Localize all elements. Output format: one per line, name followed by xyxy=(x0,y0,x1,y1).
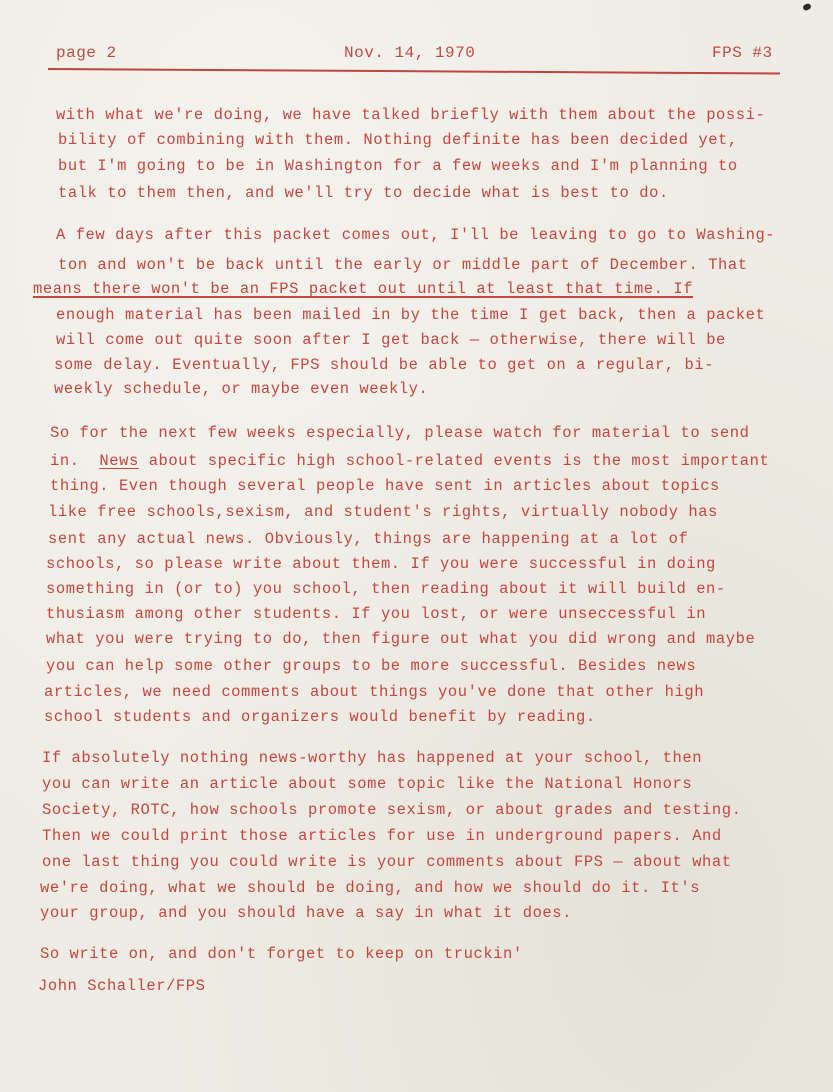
text-line: will come out quite soon after I get back — otherwise, there will be xyxy=(56,331,726,349)
text-line: schools, so please write about them. If you were successful in doing xyxy=(46,555,716,573)
text-line: Then we could print those articles for use in underground papers. And xyxy=(42,827,722,845)
text-line: you can write an article about some topic like the National Honors xyxy=(42,775,693,793)
text-line: school students and organizers would benefit by reading. xyxy=(44,708,596,726)
text-line: If absolutely nothing news-worthy has happened at your school, then xyxy=(42,749,703,767)
text-line: one last thing you could write is your comments about FPS — about what xyxy=(42,853,732,871)
text-line: A few days after this packet comes out, I'll be leaving to go to Washing- xyxy=(56,226,776,244)
in-prefix: in. xyxy=(50,452,80,470)
text-line-underlined: means there won't be an FPS packet out until at least that time. If xyxy=(33,280,694,298)
text-line-news xyxy=(50,452,769,470)
signature: John Schaller/FPS xyxy=(38,977,206,995)
text-line: your group, and you should have a say in what it does. xyxy=(40,904,572,922)
news-line-rest: about specific high school-related events is the most important xyxy=(148,452,770,470)
text-line: enough material has been mailed in by the time I get back, then a packet xyxy=(56,306,766,324)
issue-date: Nov. 14, 1970 xyxy=(344,44,476,62)
text-line: articles, we need comments about things you've done that other high xyxy=(44,683,705,701)
text-line: like free schools,sexism, and student's rights, virtually nobody has xyxy=(48,503,718,521)
text-line: thing. Even though several people have sent in articles about topics xyxy=(50,477,720,495)
page-number: page 2 xyxy=(56,44,117,62)
text-line: talk to them then, and we'll try to decide what is best to do. xyxy=(58,184,669,202)
text-line: we're doing, what we should be doing, and how we should do it. It's xyxy=(40,879,701,897)
closing-line: So write on, and don't forget to keep on truckin' xyxy=(40,945,523,963)
text-line: So for the next few weeks especially, please watch for material to send xyxy=(50,424,750,442)
text-line: something in (or to) you school, then reading about it will build en- xyxy=(46,580,726,598)
issue-number: FPS #3 xyxy=(712,44,773,62)
news-word: News xyxy=(99,452,139,470)
ink-mark xyxy=(802,3,812,12)
text-line: thusiasm among other students. If you lost, or were unseccessful in xyxy=(46,605,707,623)
text-line: you can help some other groups to be more successful. Besides news xyxy=(46,657,697,675)
text-line: sent any actual news. Obviously, things are happening at a lot of xyxy=(48,530,689,548)
text-line: ton and won't be back until the early or middle part of December. That xyxy=(58,256,748,274)
text-line: with what we're doing, we have talked briefly with them about the possi- xyxy=(56,106,766,124)
text-line: what you were trying to do, then figure out what you did wrong and maybe xyxy=(46,630,756,648)
text-line: Society, ROTC, how schools promote sexism, or about grades and testing. xyxy=(42,801,742,819)
text-line: but I'm going to be in Washington for a few weeks and I'm planning to xyxy=(58,157,738,175)
text-line: some delay. Eventually, FPS should be able to get on a regular, bi- xyxy=(54,356,715,374)
text-line: bility of combining with them. Nothing definite has been decided yet, xyxy=(58,131,738,149)
text-line: weekly schedule, or maybe even weekly. xyxy=(54,380,429,398)
